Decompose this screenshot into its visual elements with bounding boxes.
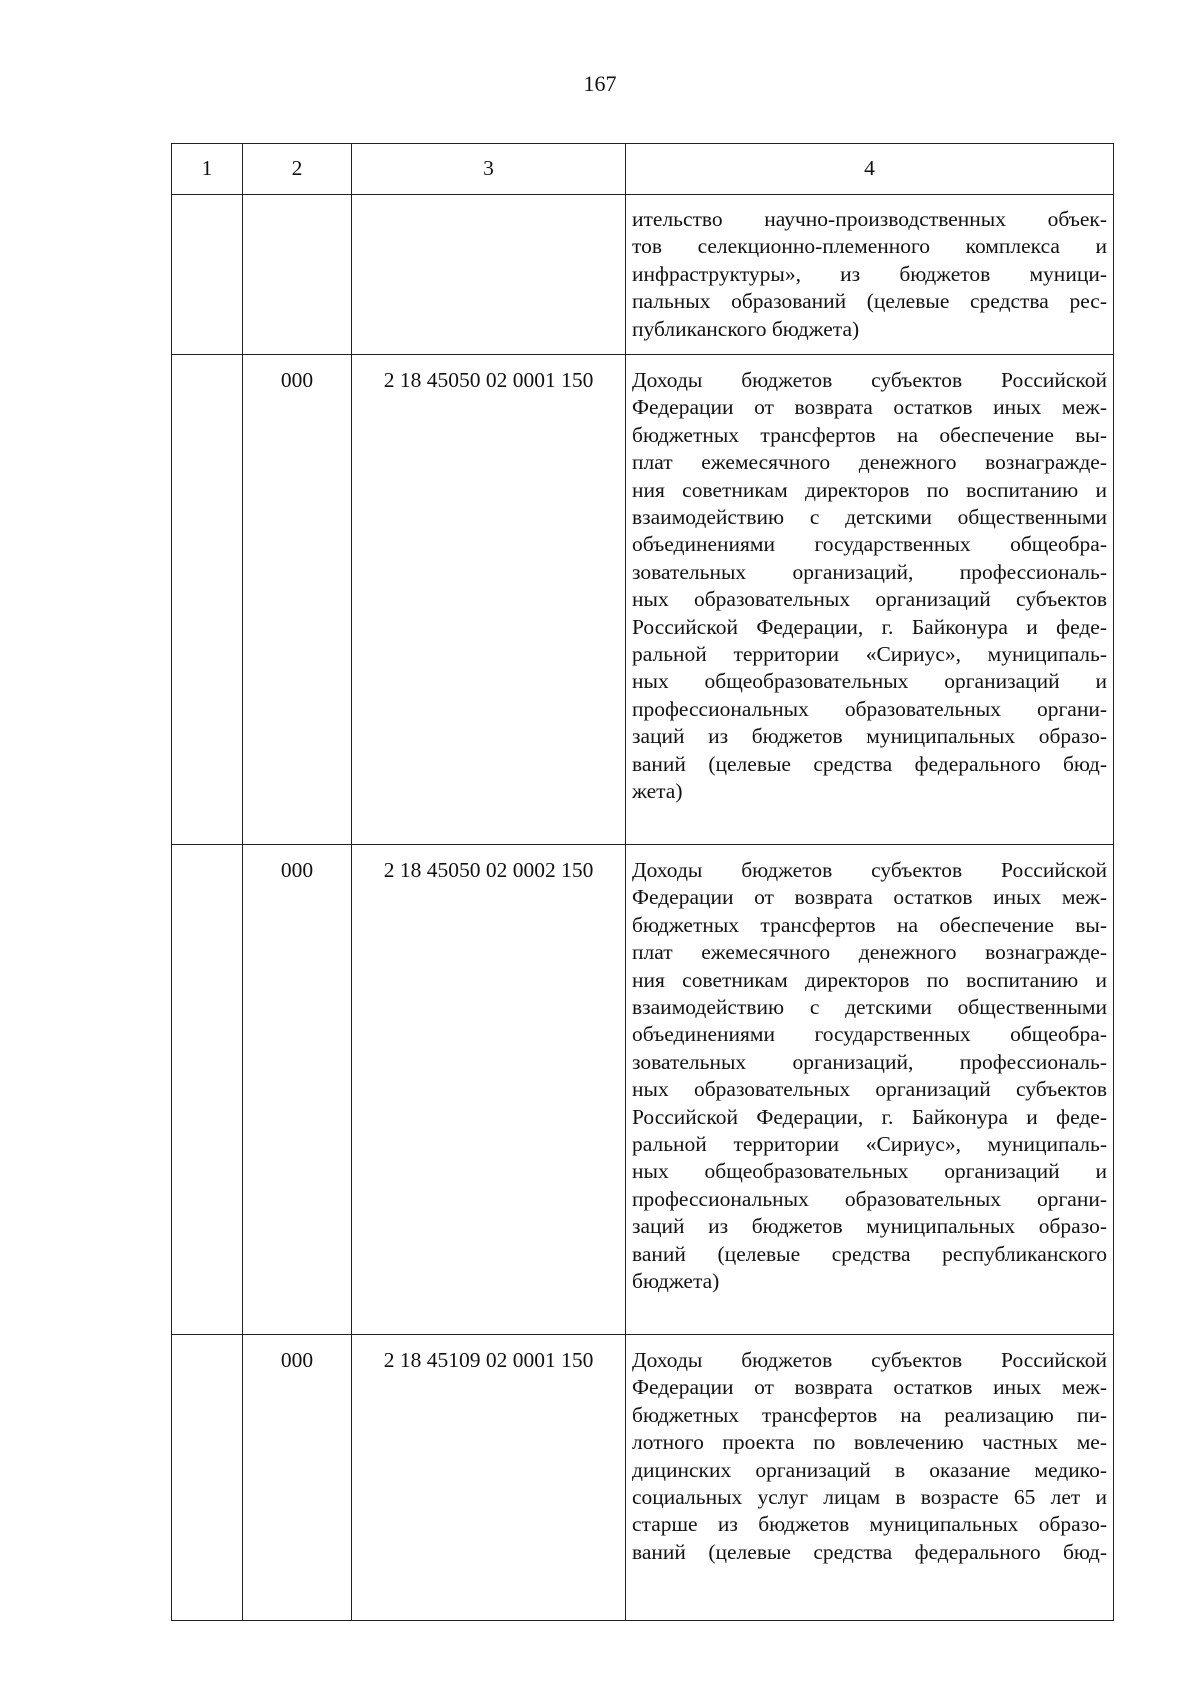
table-row [172, 355, 1114, 845]
cell-admin-code: 000 [243, 355, 352, 845]
cell-description [626, 355, 1114, 845]
description-line: плат ежемесячного денежного вознагражде- [632, 450, 1107, 475]
cell-revenue-code: 2 18 45050 02 0002 150 [352, 845, 626, 1335]
description-line: зовательных организаций, профессиональ- [632, 559, 1107, 584]
description-line: Федерации от возврата остатков иных меж- [632, 885, 1107, 910]
header-col-4: 4 [626, 144, 1114, 195]
description-line: ния советникам директоров по воспитанию и [632, 477, 1107, 502]
description-line: заций из бюджетов муниципальных образо- [632, 724, 1107, 749]
description-line: ральной территории «Сириус», муниципаль- [632, 1132, 1107, 1157]
cell-description [626, 195, 1114, 355]
description-line: бюджетных трансфертов на реализацию пи- [632, 1402, 1107, 1427]
description-line: ных образовательных организаций субъектов [632, 1077, 1107, 1102]
header-col-1: 1 [172, 144, 243, 195]
description-line: зовательных организаций, профессиональ- [632, 1049, 1107, 1074]
description-line: социальных услуг лицам в возрасте 65 лет и [632, 1485, 1107, 1510]
description-line: старше из бюджетов муниципальных образо- [632, 1512, 1107, 1537]
cell-col-1 [172, 845, 243, 1335]
description-line: дицинских организаций в оказание медико- [632, 1457, 1107, 1482]
header-col-2: 2 [243, 144, 352, 195]
description-line: пальных образований (целевые средства рес- [632, 289, 1107, 314]
description-line: объединениями государственных общеобра- [632, 1022, 1107, 1047]
cell-admin-code: 000 [243, 845, 352, 1335]
description-line: Российской Федерации, г. Байконура и феде- [632, 614, 1107, 639]
cell-revenue-code: 2 18 45050 02 0001 150 [352, 355, 626, 845]
description-line: бюджетных трансфертов на обеспечение вы- [632, 422, 1107, 447]
table-row [172, 195, 1114, 355]
table-header-row [172, 144, 1114, 195]
description-line: взаимодействию с детскими общественными [632, 995, 1107, 1020]
description-line: Доходы бюджетов субъектов Российской [632, 368, 1107, 392]
description-line: ния советникам директоров по воспитанию и [632, 967, 1107, 992]
cell-admin-code: 000 [243, 1335, 352, 1621]
description-line: бюджетных трансфертов на обеспечение вы- [632, 912, 1107, 937]
cell-description [626, 1335, 1114, 1621]
description-line: заций из бюджетов муниципальных образо- [632, 1214, 1107, 1239]
table-body [172, 195, 1114, 1621]
description-line: бюджета) [632, 1269, 720, 1294]
description-line: объединениями государственных общеобра- [632, 532, 1107, 557]
description-line: ваний (целевые средства федерального бюд- [632, 1539, 1107, 1564]
table-row [172, 845, 1114, 1335]
table-row [172, 1335, 1114, 1621]
description-line: взаимодействию с детскими общественными [632, 505, 1107, 530]
description-line: лотного проекта по вовлечению частных ме- [632, 1430, 1107, 1455]
description-line: Федерации от возврата остатков иных меж- [632, 1375, 1107, 1400]
description-line: профессиональных образовательных органи- [632, 696, 1107, 721]
description-line: ваний (целевые средства федерального бюд- [632, 751, 1107, 776]
cell-col-1 [172, 195, 243, 355]
header-col-3: 3 [352, 144, 626, 195]
cell-revenue-code: 2 18 45109 02 0001 150 [352, 1335, 626, 1621]
description-line: Доходы бюджетов субъектов Российской [632, 858, 1107, 882]
description-line: ных образовательных организаций субъектов [632, 587, 1107, 612]
description-line: ваний (целевые средства республиканского [632, 1241, 1107, 1266]
description-line: жета) [632, 779, 683, 804]
description-line: плат ежемесячного денежного вознагражде- [632, 940, 1107, 965]
description-line: тов селекционно-племенного комплекса и [632, 234, 1107, 259]
description-line: Федерации от возврата остатков иных меж- [632, 395, 1107, 420]
cell-description [626, 845, 1114, 1335]
description-line: ных общеобразовательных организаций и [632, 1159, 1107, 1184]
description-line: Российской Федерации, г. Байконура и феде- [632, 1104, 1107, 1129]
description-line: профессиональных образовательных органи- [632, 1186, 1107, 1211]
cell-revenue-code [352, 195, 626, 355]
cell-col-1 [172, 1335, 243, 1621]
description-line: ительство научно-производственных объек- [632, 207, 1107, 231]
cell-admin-code [243, 195, 352, 355]
description-line: инфраструктуры», из бюджетов муници- [632, 261, 1107, 286]
description-line: ных общеобразовательных организаций и [632, 669, 1107, 694]
page-number: 167 [583, 71, 617, 96]
description-line: публиканского бюджета) [632, 316, 860, 341]
description-line: Доходы бюджетов субъектов Российской [632, 1348, 1107, 1372]
description-line: ральной территории «Сириус», муниципаль- [632, 642, 1107, 667]
budget-table [171, 143, 1114, 1621]
cell-col-1 [172, 355, 243, 845]
